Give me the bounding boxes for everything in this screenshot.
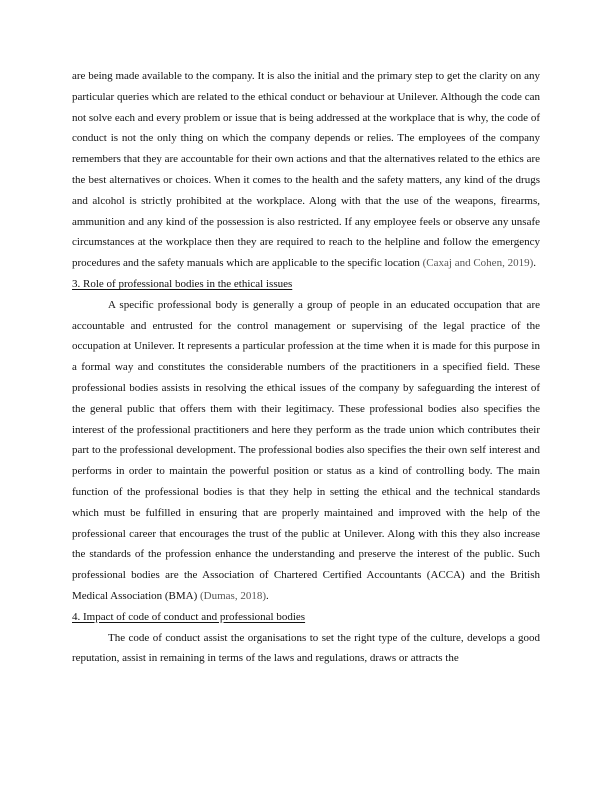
body-paragraph (72, 628, 540, 670)
paragraph-end: . (533, 257, 536, 270)
paragraph-text: A specific professional body is generally a group of people in an educated occupation that are accountable and entrusted for the control management or supervising of the legal practice of the occupation at Unilever. It represents a particular profession at the time when it is made for this purpose in a formal way and constitutes the considerable numbers of the practitioners in a specified field. These professional bodies assists in resolving the ethical issues of the company by safeguarding the interest of the general public that offers them with their legitimacy. These professional bodies also specifies the interest of the professional practitioners and here they perform as the trade union which contributes their part to the professional development. The professional bodies also specifies the their own self interest and performs in order to maintain the powerful position or status as a kind of controlling body. The main function of the professional bodies is that they help in setting the ethical and the technical standards which must be fulfilled in ensuring that are properly maintained and improved with the help of the professional career that encourages the trust of the public at Unilever. Along with this they also increase the standards of the profession enhance the understanding and preserve the interest of the public. Such professional bodies are the Association of Chartered Certified Accountants (ACCA) and the British Medical Association (BMA) (72, 298, 540, 602)
paragraph-text: The code of conduct assist the organisations to set the right type of the culture, develops a good reputation, assist in remaining in terms of the laws and regulations, draws or attracts the (72, 631, 540, 665)
document-page (72, 66, 540, 669)
citation: (Dumas, 2018) (200, 589, 267, 602)
body-paragraph (72, 295, 540, 607)
paragraph-end: . (266, 589, 269, 602)
section-heading: 4. Impact of code of conduct and professional bodies (72, 610, 306, 623)
paragraph-text: are being made available to the company. It is also the initial and the primary step to get the clarity on any particular queries which are related to the ethical conduct or behaviour at Unilever. Although the code can not solve each and every problem or issue that is being addressed at the workplace that is why, the code of conduct is not the only thing on which the company depends or relies. The employees of the company remembers that they are accountable for their own actions and that the alternatives related to the ethics are the best alternatives or choices. When it comes to the health and the safety matters, any kind of the drugs and alcohol is strictly prohibited at the workplace. Along with that the use of the weapons, firearms, ammunition and any kind of the possession is also restricted. If any employee feels or observe any unsafe circumstances at the workplace then they are required to reach to the helpline and follow the emergency procedures and the safety manuals which are applicable to the specific location (72, 70, 540, 270)
body-paragraph (72, 66, 540, 274)
citation: (Caxaj and Cohen, 2019) (422, 257, 534, 270)
section-heading: 3. Role of professional bodies in the ethical issues (72, 277, 293, 290)
